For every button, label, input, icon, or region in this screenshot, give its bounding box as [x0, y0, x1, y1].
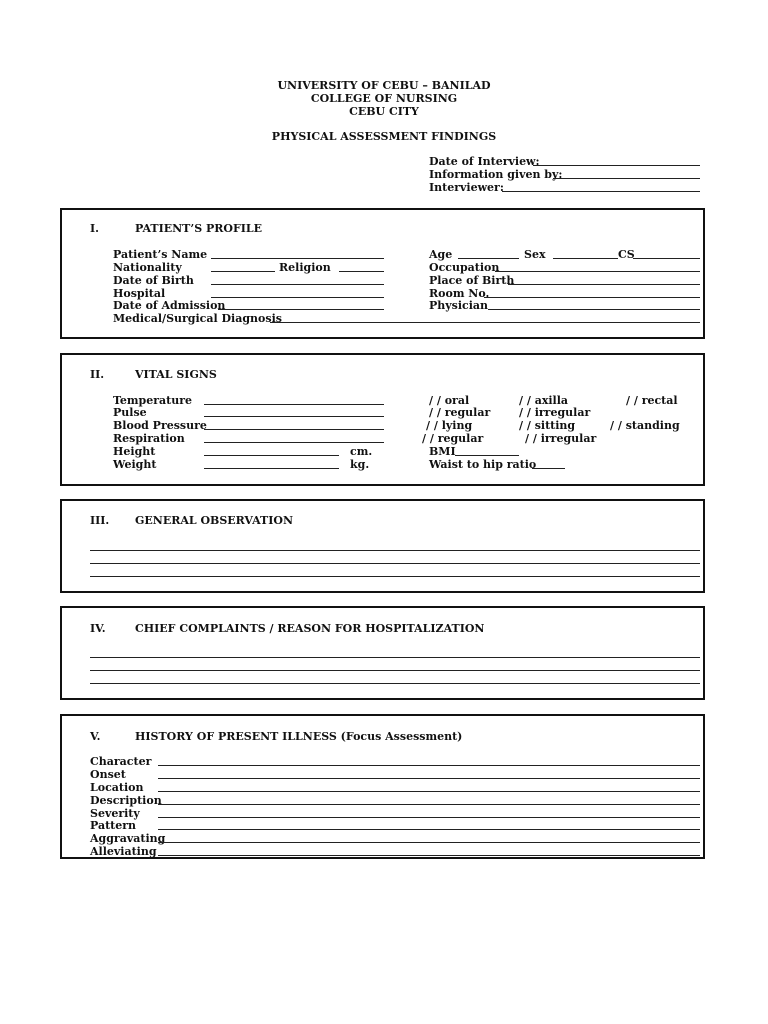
aggravating-label: Aggravating	[90, 832, 166, 845]
blood-pressure-field[interactable]	[204, 429, 384, 430]
information-given-by-label: Information given by:	[429, 168, 563, 181]
oral-option[interactable]: / / oral	[429, 394, 470, 407]
date-of-admission-label: Date of Admission	[113, 299, 226, 312]
location-field[interactable]	[158, 791, 700, 792]
kg-unit: kg.	[350, 458, 370, 471]
pattern-field[interactable]	[158, 829, 700, 830]
lying-option[interactable]: / / lying	[426, 419, 473, 432]
date-of-birth-field[interactable]	[211, 284, 384, 285]
section-number: IV.	[90, 622, 106, 635]
place-of-birth-field[interactable]	[508, 284, 700, 285]
waist-to-hip-label: Waist to hip ratio	[429, 458, 537, 471]
occupation-label: Occupation	[429, 261, 500, 274]
form-title: PHYSICAL ASSESSMENT FINDINGS	[271, 130, 497, 143]
section-number: I.	[90, 222, 99, 235]
bmi-label: BMI	[429, 445, 456, 458]
resp-regular-option[interactable]: / / regular	[422, 432, 484, 445]
age-field[interactable]	[458, 258, 519, 259]
cm-unit: cm.	[350, 445, 373, 458]
diagnosis-field[interactable]	[270, 322, 700, 323]
weight-label: Weight	[113, 458, 157, 471]
bmi-field[interactable]	[455, 455, 519, 456]
observation-line[interactable]	[90, 550, 700, 551]
nationality-label: Nationality	[113, 261, 182, 274]
weight-field[interactable]	[204, 468, 339, 469]
occupation-field[interactable]	[495, 271, 700, 272]
pattern-label: Pattern	[90, 819, 137, 832]
information-given-by-field[interactable]	[553, 178, 700, 179]
section-title: GENERAL OBSERVATION	[135, 514, 293, 527]
room-no-label: Room No.	[429, 287, 490, 300]
section-number: III.	[90, 514, 110, 527]
physician-label: Physician	[429, 299, 489, 312]
hospital-label: Hospital	[113, 287, 166, 300]
observation-line[interactable]	[90, 576, 700, 577]
date-of-birth-label: Date of Birth	[113, 274, 194, 287]
complaints-line[interactable]	[90, 670, 700, 671]
date-of-interview-label: Date of Interview:	[429, 155, 540, 168]
religion-field[interactable]	[339, 271, 384, 272]
respiration-label: Respiration	[113, 432, 185, 445]
diagnosis-label: Medical/Surgical Diagnosis	[113, 312, 282, 325]
section-title: PATIENT’S PROFILE	[135, 222, 263, 235]
city-name: CEBU CITY	[349, 105, 419, 118]
section-number: II.	[90, 368, 105, 381]
rectal-option[interactable]: / / rectal	[626, 394, 678, 407]
section-title: VITAL SIGNS	[135, 368, 217, 381]
university-name: UNIVERSITY OF CEBU – BANILAD	[277, 79, 491, 92]
standing-option[interactable]: / / standing	[610, 419, 680, 432]
description-field[interactable]	[158, 804, 700, 805]
sex-label: Sex	[524, 248, 546, 261]
college-name: COLLEGE OF NURSING	[310, 92, 458, 105]
waist-to-hip-field[interactable]	[532, 468, 565, 469]
cs-label: CS	[618, 248, 635, 261]
sitting-option[interactable]: / / sitting	[519, 419, 576, 432]
alleviating-field[interactable]	[158, 855, 700, 856]
character-field[interactable]	[158, 765, 700, 766]
pulse-regular-option[interactable]: / / regular	[429, 406, 491, 419]
temperature-label: Temperature	[113, 394, 193, 407]
respiration-field[interactable]	[204, 442, 384, 443]
sex-field[interactable]	[553, 258, 618, 259]
pulse-irregular-option[interactable]: / / irregular	[519, 406, 591, 419]
location-label: Location	[90, 781, 144, 794]
height-label: Height	[113, 445, 156, 458]
date-of-admission-field[interactable]	[218, 309, 384, 310]
pulse-label: Pulse	[113, 406, 147, 419]
room-no-field[interactable]	[484, 297, 700, 298]
alleviating-label: Alleviating	[90, 845, 157, 858]
severity-field[interactable]	[158, 817, 700, 818]
section-number: V.	[90, 730, 101, 743]
onset-label: Onset	[90, 768, 126, 781]
section-title: CHIEF COMPLAINTS / REASON FOR HOSPITALIZATION	[135, 622, 485, 635]
resp-irregular-option[interactable]: / / irregular	[525, 432, 597, 445]
place-of-birth-label: Place of Birth	[429, 274, 515, 287]
patients-name-field[interactable]	[211, 258, 384, 259]
aggravating-field[interactable]	[158, 842, 700, 843]
severity-label: Severity	[90, 807, 140, 820]
complaints-line[interactable]	[90, 683, 700, 684]
observation-line[interactable]	[90, 563, 700, 564]
nationality-field[interactable]	[211, 271, 275, 272]
patients-name-label: Patient’s Name	[113, 248, 208, 261]
date-of-interview-field[interactable]	[533, 165, 700, 166]
chief-complaints-section	[60, 606, 705, 700]
hospital-field[interactable]	[211, 297, 384, 298]
description-label: Description	[90, 794, 162, 807]
axilla-option[interactable]: / / axilla	[519, 394, 569, 407]
pulse-field[interactable]	[204, 416, 384, 417]
height-field[interactable]	[204, 455, 339, 456]
physician-field[interactable]	[488, 309, 700, 310]
religion-label: Religion	[279, 261, 331, 274]
cs-field[interactable]	[633, 258, 700, 259]
interviewer-label: Interviewer:	[429, 181, 504, 194]
complaints-line[interactable]	[90, 657, 700, 658]
onset-field[interactable]	[158, 778, 700, 779]
character-label: Character	[90, 755, 152, 768]
interviewer-field[interactable]	[502, 191, 700, 192]
section-title: HISTORY OF PRESENT ILLNESS (Focus Assessment)	[135, 730, 463, 743]
temperature-field[interactable]	[204, 404, 384, 405]
blood-pressure-label: Blood Pressure	[113, 419, 207, 432]
age-label: Age	[429, 248, 453, 261]
